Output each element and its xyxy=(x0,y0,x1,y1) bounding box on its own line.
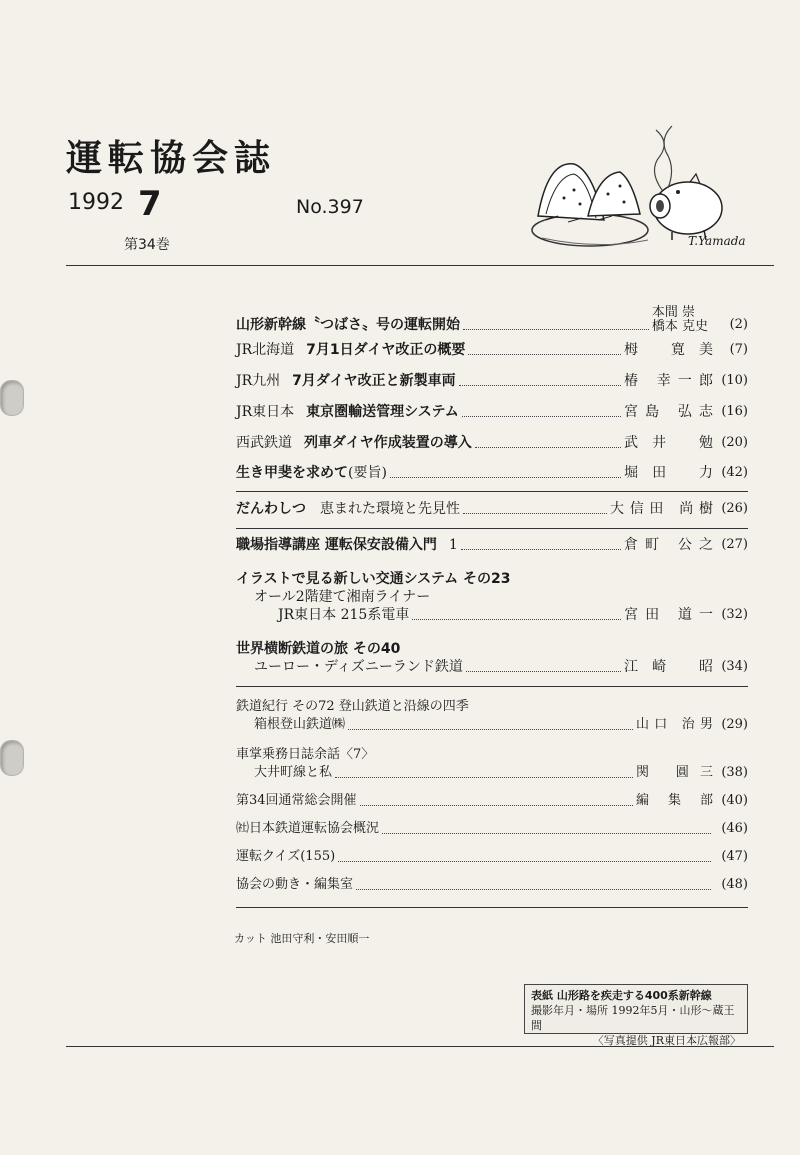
toc-title: 鉄道紀行 その72 登山鉄道と沿線の四季 xyxy=(236,699,469,714)
magazine-title: 運転協会誌 xyxy=(66,138,277,179)
toc-leader xyxy=(360,805,633,806)
summer-illustration xyxy=(528,120,752,264)
toc-authors xyxy=(652,306,708,334)
toc-entry[interactable] xyxy=(236,876,748,894)
toc-block-serials xyxy=(236,536,748,676)
toc-leader xyxy=(462,416,621,417)
toc-entry[interactable] xyxy=(236,500,748,518)
toc-author: 栂 寛美 xyxy=(624,342,714,358)
toc-title: イラストで見る新しい交通システム その23 xyxy=(236,571,511,587)
toc-title: 職場指導講座 運転保安設備入門 xyxy=(236,537,437,553)
cover-caption: 表紙 山形路を疾走する400系新幹線 xyxy=(531,989,712,1002)
toc-leader xyxy=(382,833,711,834)
toc-author: 江崎 昭 xyxy=(624,659,714,675)
issue-month: 7 xyxy=(138,184,162,224)
volume-number: 第34巻 xyxy=(124,237,170,253)
toc-entry[interactable] xyxy=(236,820,748,838)
toc-author: 宮島 弘志 xyxy=(624,404,714,420)
section-divider xyxy=(236,491,748,492)
toc-leader xyxy=(459,385,621,386)
toc-page: (20) xyxy=(721,435,748,450)
toc-part: 1 xyxy=(448,537,458,553)
toc-entry[interactable] xyxy=(236,464,748,482)
toc-page: (48) xyxy=(721,877,748,892)
toc-page: (29) xyxy=(721,717,748,732)
toc-entry[interactable] xyxy=(236,300,748,334)
binder-hole-top xyxy=(0,380,24,416)
toc-entry-sub[interactable] xyxy=(236,606,748,624)
toc-subtitle: JR東日本 215系電車 xyxy=(278,607,410,623)
cover-photo-info: 撮影年月・場所 1992年5月・山形〜蔵王間 xyxy=(531,1004,735,1032)
toc-block-misc xyxy=(236,698,748,894)
toc-subtitle: 箱根登山鉄道㈱ xyxy=(254,717,346,732)
section-divider xyxy=(236,528,748,529)
toc-entry[interactable] xyxy=(236,792,748,810)
toc-leader xyxy=(475,447,621,448)
toc-leader xyxy=(356,889,711,890)
toc-author: 堀田 力 xyxy=(624,465,714,481)
toc-leader xyxy=(335,777,633,778)
toc-page: (2) xyxy=(729,317,748,332)
toc-company: 西武鉄道 xyxy=(236,435,292,451)
toc-page: (40) xyxy=(721,793,748,808)
toc-subtitle: ユーロー・ディズニーランド鉄道 xyxy=(254,659,463,675)
cut-credit: カット 池田守利・安田順一 xyxy=(234,932,370,945)
toc-title: 協会の動き・編集室 xyxy=(236,877,354,892)
toc-page: (38) xyxy=(721,765,748,780)
toc-title: ㈳日本鉄道運転協会概況 xyxy=(236,821,380,836)
toc-author: 橋本 克史 xyxy=(651,319,708,334)
toc-author: 倉町 公之 xyxy=(624,537,714,553)
toc-page: (42) xyxy=(721,465,748,480)
toc-author: 関 圓三 xyxy=(636,765,714,780)
toc-entry-sub[interactable] xyxy=(236,716,748,734)
toc-subtitle: 大井町線と私 xyxy=(254,765,333,780)
toc-page: (7) xyxy=(729,342,748,357)
toc-author: 大信田 尚樹 xyxy=(610,501,714,517)
toc-leader xyxy=(412,619,621,620)
toc-entry-heading[interactable] xyxy=(236,746,748,764)
section-divider xyxy=(236,907,748,908)
binder-hole-bottom xyxy=(0,740,24,776)
toc-page: (10) xyxy=(721,373,748,388)
toc-page: (32) xyxy=(721,607,748,622)
toc-title: 生き甲斐を求めて xyxy=(236,465,348,481)
toc-entry[interactable] xyxy=(236,848,748,866)
toc-author: 椿 幸一郎 xyxy=(624,373,714,389)
toc-company: JR東日本 xyxy=(236,404,295,420)
toc-entry-heading[interactable] xyxy=(236,698,748,716)
toc-subtitle: オール2階建て湘南ライナー xyxy=(254,589,431,605)
toc-page: (26) xyxy=(721,501,748,516)
toc-leader xyxy=(468,354,621,355)
toc-subtitle: 恵まれた環境と先見性 xyxy=(320,501,460,517)
toc-entry-heading[interactable] xyxy=(236,570,748,588)
toc-title: 車掌乗務日誌余話〈7〉 xyxy=(236,747,375,762)
toc-title: 列車ダイヤ作成装置の導入 xyxy=(304,435,472,451)
cover-caption-box xyxy=(524,984,748,1047)
toc-title: 7月1日ダイヤ改正の概要 xyxy=(306,342,466,358)
toc-block-column xyxy=(236,500,748,518)
toc-title: 7月ダイヤ改正と新製車両 xyxy=(292,373,456,389)
section-divider xyxy=(236,686,748,687)
toc-entry-sub xyxy=(236,588,748,606)
toc-block-features xyxy=(236,300,748,482)
toc-entry-sub[interactable] xyxy=(236,658,748,676)
toc-title: だんわしつ xyxy=(236,501,306,517)
toc-entry[interactable] xyxy=(236,536,748,554)
toc-author: 本間 崇 xyxy=(651,305,695,320)
toc-company: JR九州 xyxy=(236,373,281,389)
issue-year: 1992 xyxy=(68,190,124,215)
toc-entry-sub[interactable] xyxy=(236,764,748,782)
toc-leader xyxy=(463,329,649,330)
toc-entry[interactable] xyxy=(236,403,748,421)
toc-author: 宮田 道一 xyxy=(624,607,714,623)
toc-leader xyxy=(348,729,633,730)
toc-entry[interactable] xyxy=(236,434,748,452)
toc-title: 東京圏輸送管理システム xyxy=(306,404,459,420)
cover-photo-credit: 〈写真提供 JR東日本広報部〉 xyxy=(592,1034,741,1047)
issue-number: No.397 xyxy=(296,196,364,218)
toc-leader xyxy=(338,861,711,862)
toc-page: (34) xyxy=(721,659,748,674)
toc-title-suffix: (要旨) xyxy=(348,465,387,481)
toc-title: 世界横断鉄道の旅 その40 xyxy=(236,641,401,657)
toc-title: 第34回通常総会開催 xyxy=(236,793,357,808)
toc-entry[interactable] xyxy=(236,341,748,359)
toc-leader xyxy=(461,549,621,550)
toc-title: 運転クイズ(155) xyxy=(236,849,336,864)
header-divider xyxy=(66,265,774,266)
toc-page: (47) xyxy=(721,849,748,864)
toc-entry[interactable] xyxy=(236,372,748,390)
toc-company: JR北海道 xyxy=(236,342,295,358)
toc-author: 武井 勉 xyxy=(624,435,714,451)
toc-author: 山口 治男 xyxy=(636,717,714,732)
toc-page: (46) xyxy=(721,821,748,836)
toc-title: 山形新幹線〝つばさ〟号の運転開始 xyxy=(236,317,460,333)
toc-leader xyxy=(466,671,621,672)
toc-page: (27) xyxy=(721,537,748,552)
footer-divider xyxy=(66,1046,774,1047)
toc-leader xyxy=(463,513,607,514)
artist-signature: T.Yamada xyxy=(688,234,746,248)
toc-author: 編 集 部 xyxy=(636,793,714,808)
toc-entry-heading[interactable] xyxy=(236,640,748,658)
toc-leader xyxy=(390,477,621,478)
toc-page: (16) xyxy=(721,404,748,419)
